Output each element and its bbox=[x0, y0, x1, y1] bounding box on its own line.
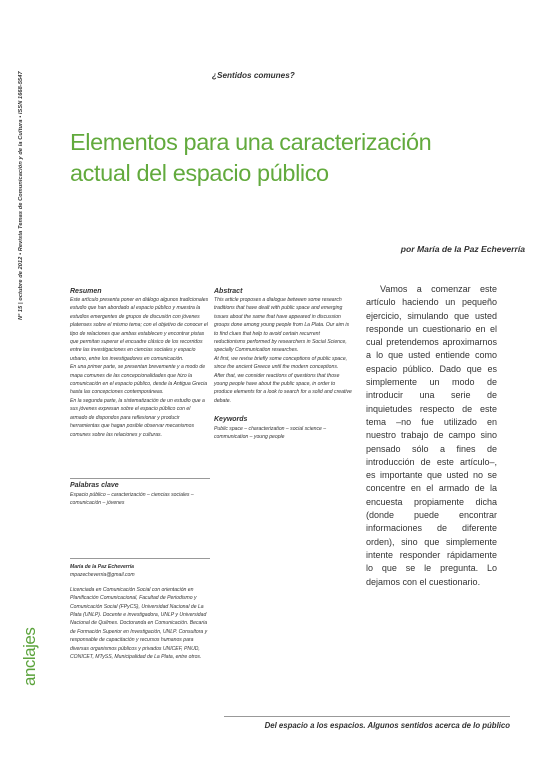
resumen-paragraph: En una primer parte, se presentan brevemente y a modo de mapa comunes de las concepcionalidades que hizo la comunicación en el espacio público, desde la Antigua Grecia hasta las concepciones contemporáneas. bbox=[70, 364, 208, 396]
running-footer: Del espacio a los espacios. Algunos sentidos acerca de lo público bbox=[264, 721, 510, 730]
abstract-paragraph: At first, we revise briefly some conceptions of public space, since the ancient Greece until the modern conceptions. bbox=[214, 355, 348, 371]
author-bio: Licenciada en Comunicación Social con orientación en Planificación Comunicacional, Facultad de Periodismo y Comunicación Social (FPyCS), Universidad Nacional de La Plata (UNLP). Docente e investigadora, UNLP y Universidad Nacional de Quilmes. Doctoranda en Comunicación. Becaria de Formación Superior en Investigación, UNLP. Consultora y responsable de capacitación y recursos humanos para diversas organismos públicos y privados UNICEF, PNUD, CONICET, MTySS, Municipalidad de La Plata, entre otros. bbox=[70, 586, 208, 661]
keywords-heading: Keywords bbox=[214, 416, 248, 423]
abstract-heading: Abstract bbox=[214, 288, 243, 295]
section-label: ¿Sentidos comunes? bbox=[212, 71, 295, 80]
abstract-paragraph: After that, we consider reactions of questions that those young people have about the public space, in order to produce elements for a look to search for a solid and creative debate. bbox=[214, 372, 352, 404]
section-name-vertical bbox=[20, 628, 42, 688]
palabras-clave-section bbox=[70, 482, 209, 508]
keywords-text: Public space – characterization – social science – communication – young people bbox=[214, 426, 327, 441]
journal-reference-text: Nº 15 | octubre de 2012 • Revista Temas de Comunicación y de la Cultura • ISSN 1668-5547 bbox=[18, 71, 24, 320]
resumen-paragraph: En la segunda parte, la sistematización de un estudio que a sus jóvenes expresan sobre el espacio público con el armado de dispondos para reflexionar y producir herramientas que hagan posible observar mecanismos comunes sobre las relaciones y culturas. bbox=[70, 397, 205, 438]
palabras-clave-heading: Palabras clave bbox=[70, 482, 119, 489]
title-line-2: actual del espacio público bbox=[70, 160, 329, 186]
abstract-paragraph: This article proposes a dialogue between some research traditions that have dealt with public space and emerging issues about the same that have appeared in discussion groups done among young people from La Plata. Our aim is to find clues that help to avoid certain recurrent reductionisms performed by researchers in Social Science, specially Communication researches. bbox=[214, 297, 350, 354]
resumen-heading: Resumen bbox=[70, 288, 102, 295]
title-line-1: Elementos para una caracterización bbox=[70, 129, 432, 155]
article-title bbox=[70, 127, 510, 189]
author-divider bbox=[70, 558, 210, 559]
section-name-text: anclajes bbox=[20, 627, 39, 686]
abstract-text bbox=[214, 296, 352, 405]
body-paragraph: Vamos a comenzar este artículo haciendo un pequeño ejercicio, simulando que usted responde un cuestionario en el cual pretendemos aproximarnos a lo que usted entiende como espacio público. Dado que es simplemente un modo de introducir una serie de inquietudes respecto de este tema –no fue utilizado en nuestro trabajo de campo sino pensado sólo a fines de introducción de este artículo–, es importante que usted no se concentre en el armado de la encuesta propiamente dicha (donde puede encontrar informaciones de diferente orden), sino que simplemente intente responder rápidamente lo que se le pregunta. Lo dejamos con el cuestionario. bbox=[366, 284, 497, 587]
palabras-clave-text: Espacio público – caracterización – ciencias sociales – comunicación – jóvenes bbox=[70, 492, 194, 507]
footer-rule bbox=[224, 716, 510, 717]
author-email: mpazecheverria@gmail.com bbox=[70, 572, 135, 579]
resumen-section bbox=[70, 288, 209, 439]
author-name: María de la Paz Echeverría bbox=[70, 564, 134, 570]
journal-reference bbox=[18, 70, 32, 320]
resumen-text bbox=[70, 296, 209, 439]
body-text bbox=[366, 283, 497, 589]
author-byline: por María de la Paz Echeverría bbox=[400, 244, 525, 254]
keywords-section bbox=[214, 416, 352, 442]
author-box bbox=[70, 563, 210, 661]
resumen-paragraph: Este artículo presenta poner en diálogo algunos tradicionales estudio que han abordado al espacio público y muestra la estudios emergentes de grupos de discusión con jóvenes platenses sobre el mismo tema; con el objetivo de conocer el tipo de relaciones que ambas establecen y encontrar pistas que permitan superar el encuadre clásico de los recorridos entre las investigaciones en ciencias sociales y espacio urbano, entre los investigadores en comunicación. bbox=[70, 297, 209, 362]
palabras-divider bbox=[70, 478, 210, 479]
abstract-section bbox=[214, 288, 352, 405]
